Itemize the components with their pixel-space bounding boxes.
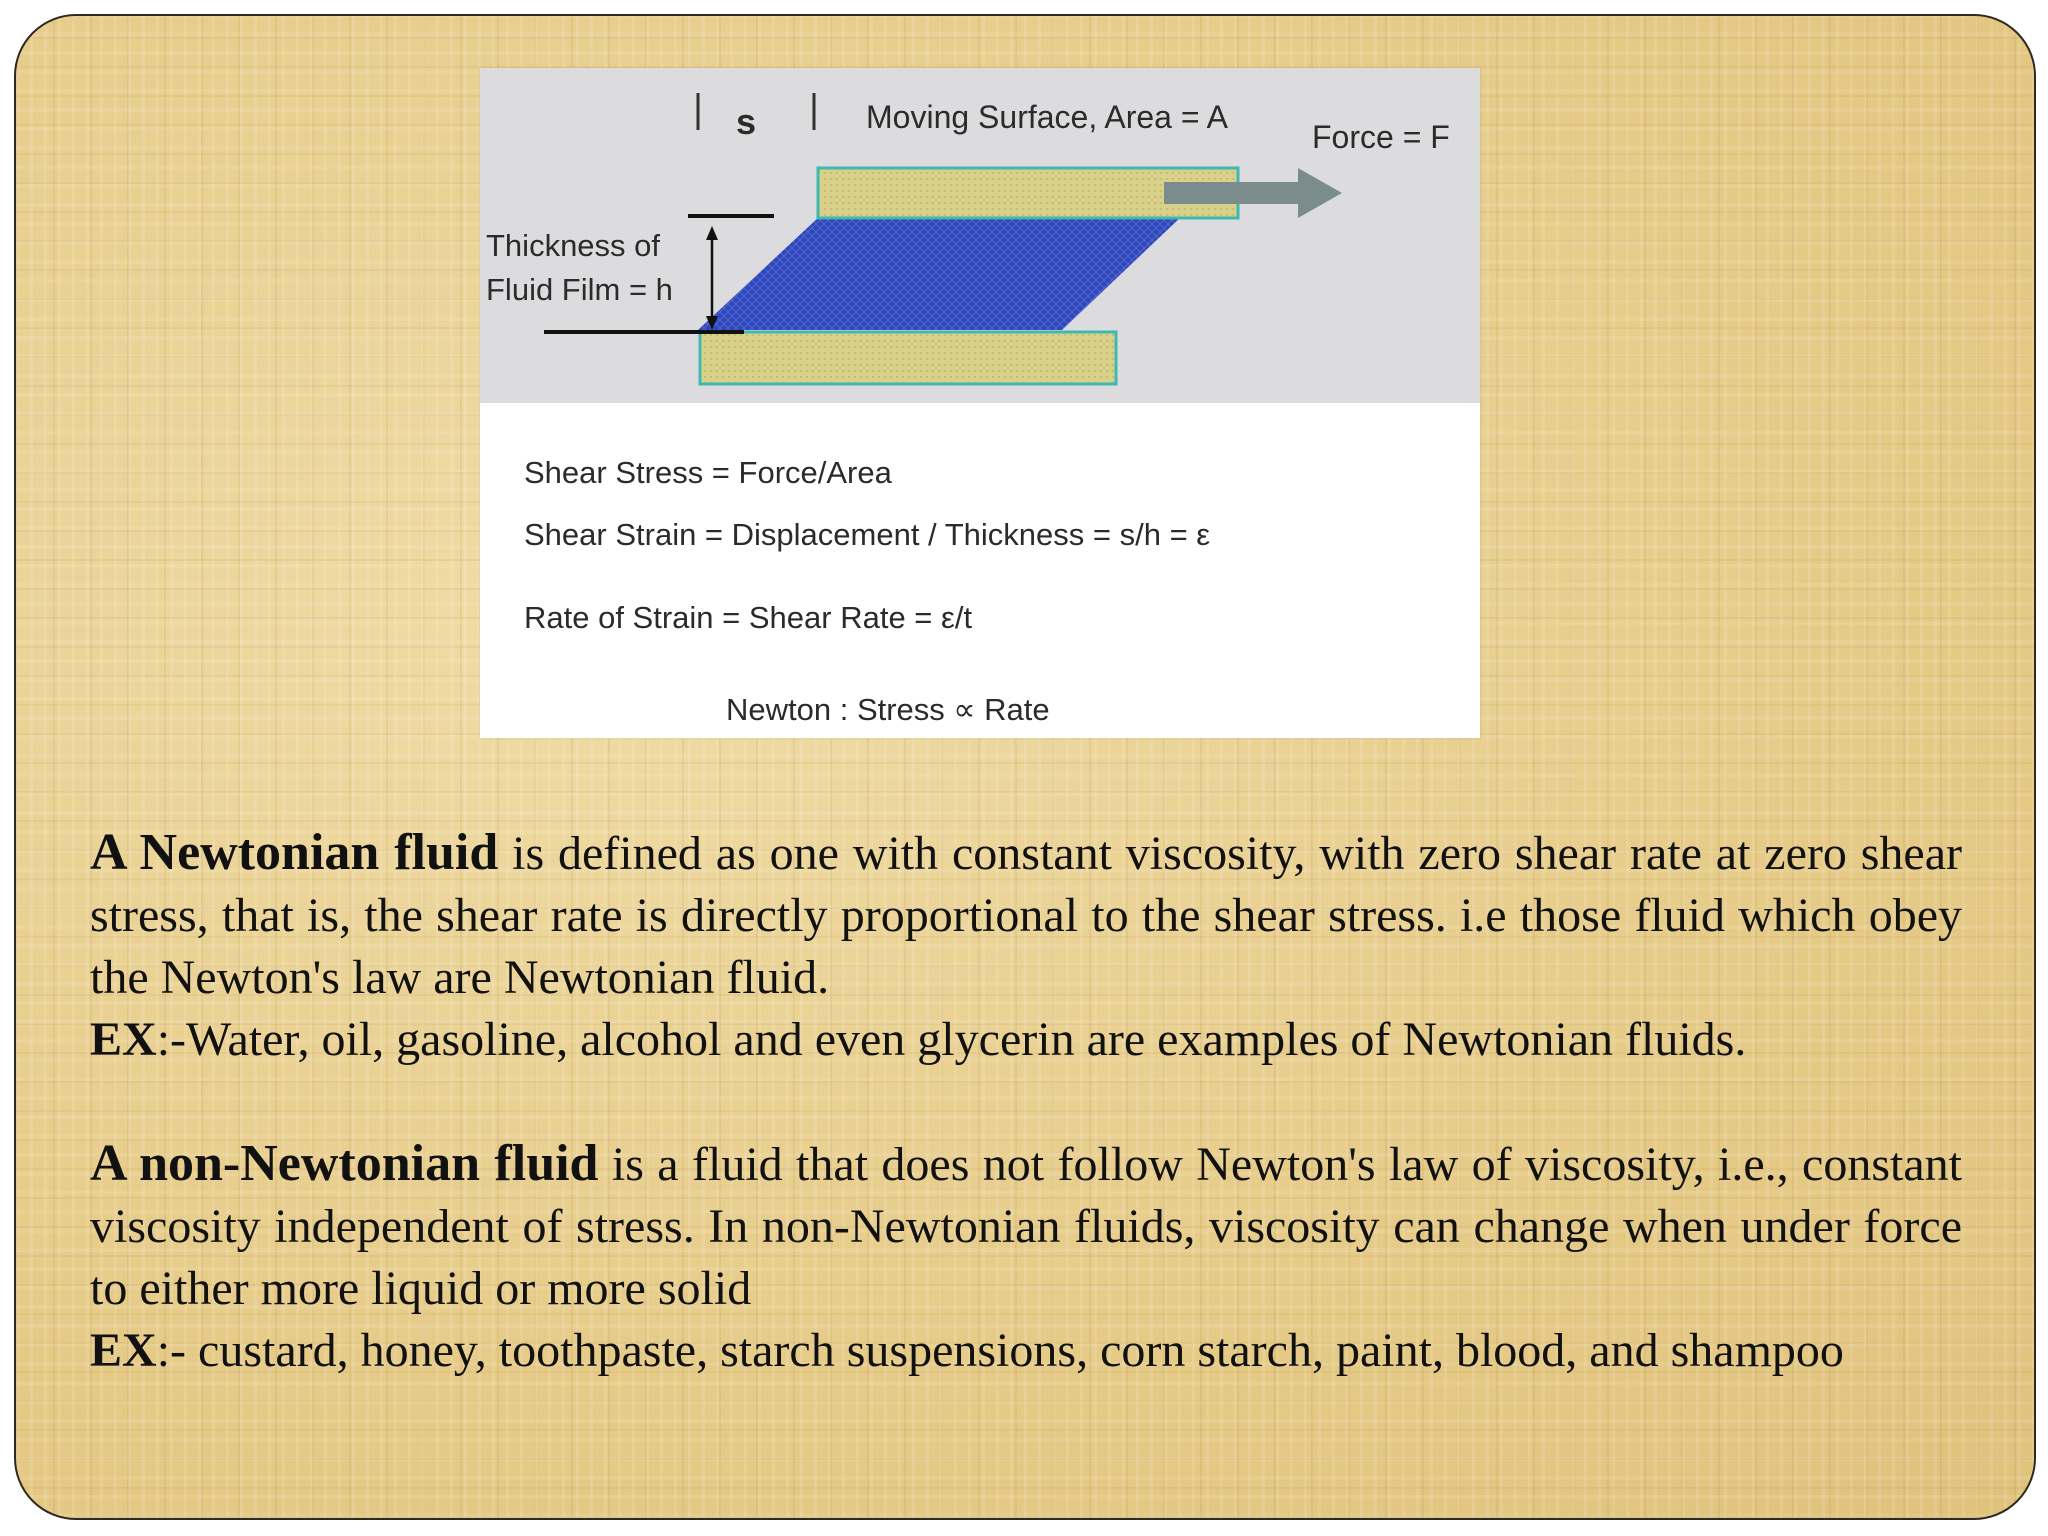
- equation-shear-stress: Shear Stress = Force/Area: [524, 455, 892, 490]
- non-newtonian-definition: is a fluid that does not follow Newton's law of viscosity, i.e., constant viscosity independent of stress. In non-Newtonian fluids, viscosity can change when under force to either more liquid or more solid: [90, 1138, 1962, 1315]
- body-text: [90, 822, 1962, 1382]
- newtonian-definition: is defined as one with constant viscosity, with zero shear rate at zero shear stress, that is, the shear rate is directly proportional to the shear stress. i.e those fluid which obey the Newton's law are Newtonian fluid.: [90, 827, 1962, 1004]
- newtonian-example: [90, 1009, 1962, 1071]
- newtonian-ex-label: EX: [90, 1013, 157, 1066]
- paragraph-gap: [90, 1071, 1962, 1133]
- equation-newton: Newton : Stress ∝ Rate: [726, 692, 1050, 727]
- thickness-label-line2: Fluid Film = h: [486, 272, 673, 307]
- shear-diagram-figure: [480, 68, 1480, 738]
- non-newtonian-term: A non-Newtonian fluid: [90, 1135, 599, 1192]
- equation-rate-of-strain: Rate of Strain = Shear Rate = ε/t: [524, 600, 973, 635]
- slide-background: [14, 14, 2036, 1520]
- thickness-label-line1: Thickness of: [486, 228, 661, 263]
- shear-diagram-svg: [480, 68, 1480, 738]
- stationary-plate: [700, 332, 1116, 384]
- non-newtonian-paragraph: [90, 1133, 1962, 1320]
- non-newtonian-ex-text: :- custard, honey, toothpaste, starch suspensions, corn starch, paint, blood, and shampoo: [156, 1324, 1844, 1377]
- non-newtonian-ex-label: EX: [90, 1324, 157, 1377]
- non-newtonian-example: [90, 1320, 1962, 1382]
- s-label: s: [736, 101, 757, 142]
- force-label: Force = F: [1312, 119, 1450, 155]
- equation-shear-strain: Shear Strain = Displacement / Thickness = s/h = ε: [524, 517, 1211, 552]
- newtonian-term: A Newtonian fluid: [90, 824, 499, 881]
- newtonian-ex-text: :-Water, oil, gasoline, alcohol and even glycerin are examples of Newtonian fluids.: [156, 1013, 1747, 1066]
- newtonian-paragraph: [90, 822, 1962, 1009]
- diagram-bottom-panel: [480, 403, 1480, 738]
- moving-surface-label: Moving Surface, Area = A: [866, 99, 1228, 135]
- force-arrow-shaft: [1164, 182, 1304, 204]
